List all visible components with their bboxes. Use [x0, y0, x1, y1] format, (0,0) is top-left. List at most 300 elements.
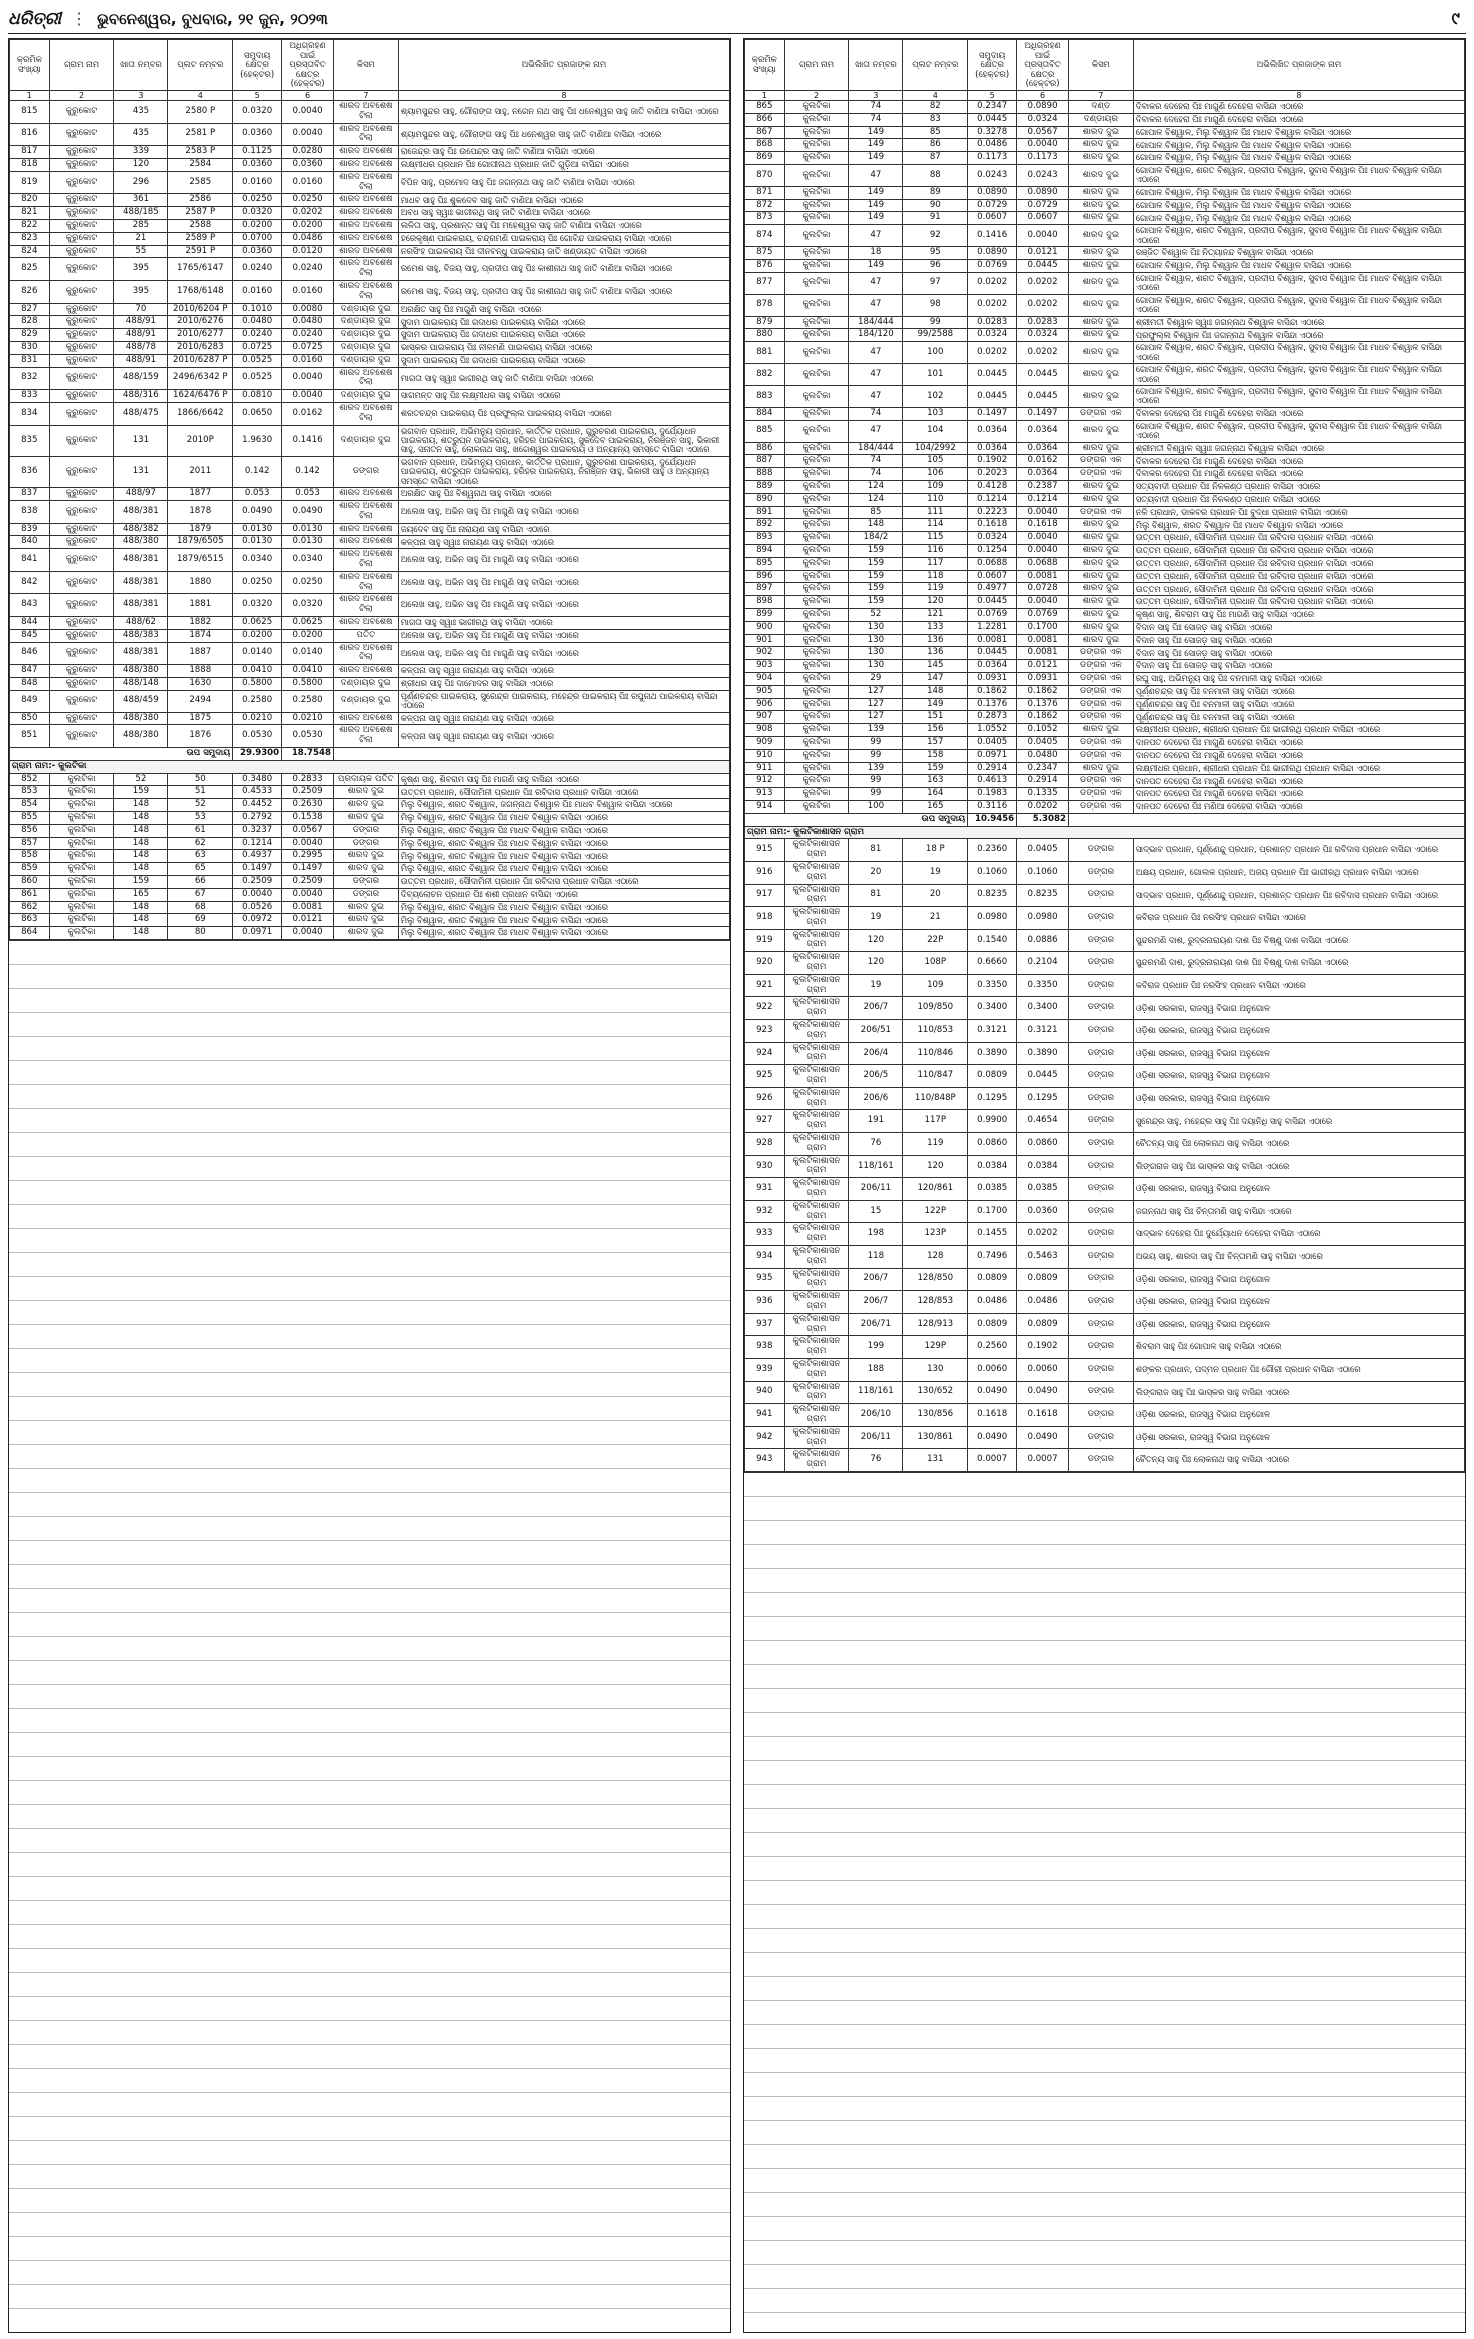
khata-number: 148: [114, 850, 168, 863]
village-name: କୁଲଟିକା: [784, 544, 849, 557]
owner-names: ଗୋପାଳ ବିଶ୍ୱାଳ, ଶରତ ବିଶ୍ୱାଳ, ପ୍ରଦୀପ ବିଶ୍ୱାଳ, ସୁବାସ ବିଶ୍ୱାଳ ପିଃ ମାଧବ ବିଶ୍ୱାଳ ବାସିନ୍ଦା ଏଠାରେ: [1133, 364, 1464, 386]
village-name: କୁଲଟିକାଶାସନ ଗ୍ରାମ: [784, 1020, 849, 1043]
header-village: ଗ୍ରାମ ନାମ: [784, 40, 849, 91]
acquired-area: 0.0486: [282, 232, 334, 245]
serial-number: 921: [745, 974, 785, 997]
owner-names: ସୁଦାମ ପାଇକରାୟ ପିଃ ଗଦାଧର ପାଇକରାୟ ବାସିନ୍ଦା ଏଠାରେ: [398, 329, 729, 342]
serial-number: 915: [745, 839, 785, 862]
total-area: 0.0160: [233, 171, 282, 194]
land-class: ଶାରଦ ଦୁଇ: [333, 799, 398, 812]
serial-number: 940: [745, 1381, 785, 1404]
land-class: ଶାରଦ ଅବଶେଷ: [333, 712, 398, 725]
land-class: ଶାରଦ ଅବଶେଷ ଟିଲା: [333, 280, 398, 303]
land-class: ଡଙ୍ଗର: [333, 837, 398, 850]
khata-number: 76: [849, 1133, 903, 1156]
table-row: [745, 139, 1465, 152]
serial-number: 876: [745, 259, 785, 272]
khata-number: 148: [114, 927, 168, 940]
khata-number: 139: [849, 762, 903, 775]
village-name: କୁଲଟିକା: [784, 493, 849, 506]
header-sl: କ୍ରମିକ ସଂଖ୍ୟା: [10, 40, 50, 91]
serial-number: 943: [745, 1449, 785, 1472]
serial-number: 864: [10, 927, 50, 940]
table-row: [745, 929, 1465, 952]
serial-number: 897: [745, 583, 785, 596]
plot-number: 2010P: [168, 425, 233, 456]
table-row: [745, 1404, 1465, 1427]
table-row: [745, 247, 1465, 260]
owner-names: ଗୋପାଳ ବିଶ୍ୱାଳ, ମିଲୁ ବିଶ୍ୱାଳ ପିଃ ମାଧବ ବିଶ୍ୱାଳ ବାସିନ୍ଦା ଏଠାରେ: [1133, 126, 1464, 139]
serial-number: 843: [10, 594, 50, 617]
acquired-area: 0.0688: [1017, 557, 1069, 570]
serial-number: 861: [10, 888, 50, 901]
acquired-area: 0.1376: [1017, 698, 1069, 711]
village-name: କୁଲଟିକା: [784, 364, 849, 386]
plot-number: 131: [903, 1449, 968, 1472]
owner-names: ମିଲୁ ବିଶ୍ୱାଳ, ଶରତ ବିଶ୍ୱାଳ ପିଃ ମାଧବ ବିଶ୍ୱାଳ ବାସିନ୍ଦା ଏଠାରେ: [398, 812, 729, 825]
khata-number: 488/380: [114, 725, 168, 748]
khata-number: 99: [849, 749, 903, 762]
plot-number: 121: [903, 608, 968, 621]
village-name: କୁଲଟିକା: [784, 596, 849, 609]
table-row: [745, 407, 1465, 420]
plot-number: 147: [903, 672, 968, 685]
table-row: [10, 194, 730, 207]
land-schedule-table-left: [9, 39, 730, 940]
total-area: 0.0769: [968, 608, 1017, 621]
khata-number: 184/120: [849, 329, 903, 342]
acquired-area: 0.1902: [1017, 1336, 1069, 1359]
khata-number: 488/91: [114, 354, 168, 367]
khata-number: 127: [849, 685, 903, 698]
land-class: ଡଙ୍ଗର: [1068, 1200, 1133, 1223]
plot-number: 108P: [903, 952, 968, 975]
village-name: କୁଲଟିକାଶାସନ ଗ୍ରାମ: [784, 1381, 849, 1404]
plot-number: 18 P: [903, 839, 968, 862]
table-row: [10, 488, 730, 501]
total-area: 0.0360: [233, 123, 282, 146]
land-class: ଡଙ୍ଗର: [1068, 1426, 1133, 1449]
village-name: କୁଲଟିକା: [49, 786, 114, 799]
village-name: କୁଲଟିକା: [784, 420, 849, 442]
village-name: କୁରୁକୋଟ: [49, 354, 114, 367]
land-class: ଶାରଦ ଦୁଇ: [1068, 212, 1133, 225]
khata-number: 159: [849, 570, 903, 583]
village-name: କୁଲଟିକା: [784, 259, 849, 272]
plot-number: 1765/6147: [168, 258, 233, 281]
village-name: କୁଲଟିକା: [784, 660, 849, 673]
owner-names: ଲକ୍ଷ୍ମୀଧର ପ୍ରଧାନ, ଶ୍ରୀଧର ପ୍ରଧାନ ପିଃ ଭାଗୀରଥି ପ୍ରଧାନ ବାସିନ୍ଦା ଏଠାରେ: [1133, 724, 1464, 737]
acquired-area: 0.0080: [282, 303, 334, 316]
village-name: କୁରୁକୋଟ: [49, 367, 114, 390]
khata-number: 206/5: [849, 1065, 903, 1088]
acquired-area: 0.0809: [1017, 1268, 1069, 1291]
village-name: କୁଲଟିକାଶାସନ ଗ୍ରାମ: [784, 1087, 849, 1110]
land-class: ଶାରଦ ଅବଶେଷ ଟିଲା: [333, 171, 398, 194]
village-name: କୁଲଟିକାଶାସନ ଗ୍ରାମ: [784, 974, 849, 997]
table-row: [745, 364, 1465, 386]
plot-number: 111: [903, 506, 968, 519]
table-row: [10, 642, 730, 665]
serial-number: 904: [745, 672, 785, 685]
plot-number: 110/848P: [903, 1087, 968, 1110]
acquired-area: 0.0202: [282, 207, 334, 220]
total-area: 0.0625: [233, 617, 282, 630]
serial-number: 942: [745, 1426, 785, 1449]
serial-number: 916: [745, 861, 785, 884]
total-area: 0.0445: [968, 596, 1017, 609]
khata-number: 488/185: [114, 207, 168, 220]
land-class: ଡଙ୍ଗର ଏକ: [1068, 711, 1133, 724]
serial-number: 936: [745, 1291, 785, 1314]
owner-names: ବିପିନ ସାହୁ, ପ୍ରମୋଦ ସାହୁ ପିଃ ଜଗନ୍ନାଥ ସାହୁ ଜାତି ବାଣିଆ ବାସିନ୍ଦା ଏଠାରେ: [398, 171, 729, 194]
acquired-area: 0.0530: [282, 725, 334, 748]
khata-number: 81: [849, 839, 903, 862]
village-name: କୁଲଟିକା: [784, 468, 849, 481]
khata-number: 435: [114, 101, 168, 124]
owner-names: ଦାନପତ ଦେହେରା ପିଃ ମାଗୁଣି ଦେହେରା ବାସିନ୍ଦା ଏଠାରେ: [1133, 749, 1464, 762]
table-row: [10, 316, 730, 329]
khata-number: 47: [849, 272, 903, 294]
land-class: ଡଙ୍ଗର: [1068, 1133, 1133, 1156]
total-area: 0.0340: [233, 549, 282, 572]
owner-names: ଦାନପତ ଦେହେରା ପିଃ ମାଗୁଣି ଦେହେରା ବାସିନ୍ଦା ଏଠାରେ: [1133, 775, 1464, 788]
village-name: କୁଲଟିକାଶାସନ ଗ୍ରାମ: [784, 1155, 849, 1178]
village-name: କୁରୁକୋଟ: [49, 536, 114, 549]
khata-number: 74: [849, 113, 903, 126]
table-row: [10, 799, 730, 812]
serial-number: 925: [745, 1065, 785, 1088]
plot-number: 92: [903, 225, 968, 247]
subtotal-blank: [1068, 813, 1464, 826]
owner-names: ଶରତଚନ୍ଦ୍ର ପାଇକରାୟ ପିଃ ପ୍ରଫୁଲ୍ଲ ପାଇକରାୟ ବାସିନ୍ଦା ଏଠାରେ: [398, 402, 729, 425]
acquired-area: 0.2509: [282, 786, 334, 799]
total-area: 0.0445: [968, 364, 1017, 386]
acquired-area: 0.0480: [282, 316, 334, 329]
table-row: [745, 1087, 1465, 1110]
owner-names: ଅକ୍ଷୟ ପ୍ରଧାନ, ଗୋଲକ ପ୍ରଧାନ, ଅଜୟ ପ୍ରଧାନ ପିଃ ଭାଗୀରଥି ପ୍ରଧାନ ବାସିନ୍ଦା ଏଠାରେ: [1133, 861, 1464, 884]
village-name: କୁରୁକୋଟ: [49, 146, 114, 159]
village-name: କୁଲଟିକାଶାସନ ଗ୍ରାମ: [784, 861, 849, 884]
plot-number: 149: [903, 698, 968, 711]
plot-number: 136: [903, 634, 968, 647]
plot-number: 129P: [903, 1336, 968, 1359]
village-name: କୁଲଟିକା: [49, 876, 114, 889]
table-row: [745, 212, 1465, 225]
serial-number: 917: [745, 884, 785, 907]
village-name: କୁଲଟିକାଶାସନ ଗ୍ରାମ: [784, 1268, 849, 1291]
total-area: 1.9630: [233, 425, 282, 456]
serial-number: 860: [10, 876, 50, 889]
village-name: କୁରୁକୋଟ: [49, 501, 114, 524]
table-row: [745, 294, 1465, 316]
owner-names: ଲଳିତା ସାହୁ, ପ୍ରଶାନ୍ତ ସାହୁ ପିଃ ମହେଶ୍ୱର ସାହୁ ଜାତି ବାଣିଆ ବାସିନ୍ଦା ଏଠାରେ: [398, 219, 729, 232]
owner-names: ଗୋପାଳ ବିଶ୍ୱାଳ, ଶରତ ବିଶ୍ୱାଳ, ପ୍ରଦୀପ ବିଶ୍ୱାଳ, ସୁବାସ ବିଶ୍ୱାଳ ପିଃ ମାଧବ ବିଶ୍ୱାଳ ବାସିନ୍ଦା ଏଠାରେ: [1133, 420, 1464, 442]
acquired-area: 0.0130: [282, 523, 334, 536]
serial-number: 833: [10, 390, 50, 403]
owner-names: ଓଡ଼ିଶା ସରକାର, ରାଜସ୍ୱ ବିଭାଗ ଅନୁଗୋଳ: [1133, 1178, 1464, 1201]
village-name: କୁଲଟିକା: [49, 863, 114, 876]
plot-number: 130/861: [903, 1426, 968, 1449]
plot-number: 86: [903, 139, 968, 152]
owner-names: ରଞ୍ଜିତ ବିଶ୍ୱାଳ ପିଃ ନିତ୍ୟାନନ୍ଦ ବିଶ୍ୱାଳ ବାସିନ୍ଦା ଏଠାରେ: [1133, 247, 1464, 260]
table-row: [745, 1449, 1465, 1472]
khata-number: 206/51: [849, 1020, 903, 1043]
total-area: 0.4977: [968, 583, 1017, 596]
plot-number: 115: [903, 532, 968, 545]
total-area: 0.0890: [968, 186, 1017, 199]
khata-number: 191: [849, 1110, 903, 1133]
owner-names: ସତ୍ୟବାଦୀ ପ୍ରଧାନ ପିଃ ନିଳକଣ୍ଠ ପ୍ରଧାନ ବାସିନ୍ଦା ଏଠାରେ: [1133, 493, 1464, 506]
land-class: ଶାରଦ ଦୁଇ: [1068, 481, 1133, 494]
khata-number: 435: [114, 123, 168, 146]
serial-number: 911: [745, 762, 785, 775]
khata-number: 188: [849, 1358, 903, 1381]
land-class: ଦଣ୍ଡାୟର ଦୁଇ: [333, 425, 398, 456]
land-class: ଶାରଦ ଦୁଇ: [1068, 724, 1133, 737]
total-area: 1.0552: [968, 724, 1017, 737]
acquired-area: 0.0980: [1017, 907, 1069, 930]
village-name: କୁଲଟିକାଶାସନ ଗ୍ରାମ: [784, 1133, 849, 1156]
total-area: 0.0324: [968, 329, 1017, 342]
table-row: [745, 660, 1465, 673]
acquired-area: 0.2387: [1017, 481, 1069, 494]
village-name: କୁଲଟିକାଶାସନ ଗ୍ରାମ: [784, 1404, 849, 1427]
khata-number: 395: [114, 280, 168, 303]
plot-number: 110/847: [903, 1065, 968, 1088]
serial-number: 865: [745, 101, 785, 114]
plot-number: 99: [903, 316, 968, 329]
khata-number: 159: [849, 596, 903, 609]
land-class: ଡଙ୍ଗର ଏକ: [1068, 749, 1133, 762]
table-row: [10, 207, 730, 220]
owner-names: ଓଡ଼ିଶା ସରକାର, ରାଜସ୍ୱ ବିଭାଗ ଅନୁଗୋଳ: [1133, 1426, 1464, 1449]
serial-number: 933: [745, 1223, 785, 1246]
total-area: 0.2792: [233, 812, 282, 825]
land-class: ଡଙ୍ଗର: [1068, 1381, 1133, 1404]
total-area: 0.1540: [968, 929, 1017, 952]
plot-number: 2584: [168, 158, 233, 171]
khata-number: 47: [849, 342, 903, 364]
serial-number: 908: [745, 724, 785, 737]
plot-number: 119: [903, 583, 968, 596]
serial-number: 820: [10, 194, 50, 207]
serial-number: 857: [10, 837, 50, 850]
village-name: କୁଲଟିକାଶାସନ ଗ୍ରାମ: [784, 839, 849, 862]
total-area: 0.2347: [968, 101, 1017, 114]
land-class: ଡଙ୍ଗର ଏକ: [1068, 660, 1133, 673]
serial-number: 866: [745, 113, 785, 126]
village-name: କୁଲଟିକାଶାସନ ଗ୍ରାମ: [784, 997, 849, 1020]
table-row: [10, 123, 730, 146]
table-row: [745, 800, 1465, 813]
plot-number: 2585: [168, 171, 233, 194]
village-name: କୁଲଟିକା: [784, 186, 849, 199]
serial-number: 849: [10, 690, 50, 712]
header-total-area: ସମୁଦାୟ କ୍ଷେତ୍ର (ହେକ୍ଟର): [968, 40, 1017, 91]
serial-number: 863: [10, 914, 50, 927]
owner-names: ଦିବାକର ଦେହେରା ପିଃ ମାଗୁଣି ଦେହେରା ବାସିନ୍ଦା ଏଠାରେ: [1133, 407, 1464, 420]
table-row: [745, 225, 1465, 247]
subtotal-label: ଉପ ସମୁଦାୟ: [10, 748, 233, 761]
land-class: ଶାରଦ ଦୁଇ: [1068, 126, 1133, 139]
acquired-area: 0.0360: [282, 158, 334, 171]
table-row: [745, 386, 1465, 408]
land-class: ଶାରଦ ଅବଶେଷ ଟିଲା: [333, 123, 398, 146]
total-area: 0.0200: [233, 629, 282, 642]
land-class: ଡଙ୍ଗର: [1068, 1313, 1133, 1336]
owner-names: ଅଲେଖ ସାହୁ, ଅଭିନ ସାହୁ ପିଃ ମାଗୁଣି ସାହୁ ବାସିନ୍ଦା ଏଠାରେ: [398, 642, 729, 665]
acquired-area: 0.0040: [282, 837, 334, 850]
khata-number: 488/78: [114, 341, 168, 354]
owner-names: ଅଲେଖ ସାହୁ, ଅଭିନ ସାହୁ ପିଃ ମାଗୁଣି ସାହୁ ବାସିନ୍ଦା ଏଠାରେ: [398, 594, 729, 617]
village-name: କୁରୁକୋଟ: [49, 101, 114, 124]
land-class: ଡଙ୍ଗର ଏକ: [1068, 647, 1133, 660]
plot-number: 66: [168, 876, 233, 889]
khata-number: 488/381: [114, 571, 168, 594]
plot-number: 65: [168, 863, 233, 876]
table-row: [745, 455, 1465, 468]
village-name: କୁରୁକୋଟ: [49, 329, 114, 342]
acquired-area: 0.0081: [1017, 570, 1069, 583]
land-class: ଡଙ୍ଗର: [1068, 1178, 1133, 1201]
land-class: ଶାରଦ ଦୁଇ: [1068, 493, 1133, 506]
serial-number: 898: [745, 596, 785, 609]
acquired-area: 0.8235: [1017, 884, 1069, 907]
owner-names: ମିଲୁ ବିଶ୍ୱାଳ, ଶରତ ବିଶ୍ୱାଳ ପିଃ ମାଧବ ବିଶ୍ୱାଳ ବାସିନ୍ଦା ଏଠାରେ: [398, 927, 729, 940]
table-row: [745, 113, 1465, 126]
serial-number: 838: [10, 501, 50, 524]
acquired-area: 0.0202: [1017, 272, 1069, 294]
land-class: ଦଣ୍ଡାୟର ଦୁଇ: [333, 690, 398, 712]
village-name: କୁଲଟିକା: [784, 455, 849, 468]
serial-number: 818: [10, 158, 50, 171]
table-row: [10, 850, 730, 863]
acquired-area: 0.0240: [282, 258, 334, 281]
owner-names: ବିଦାନ ସାହୁ ପିଃ ସୋଜଡ଼ ସାହୁ ବାସିନ୍ଦା ଏଠାରେ: [1133, 634, 1464, 647]
acquired-area: 0.0040: [1017, 506, 1069, 519]
village-name: କୁଲଟିକା: [784, 247, 849, 260]
serial-number: 928: [745, 1133, 785, 1156]
acquired-area: 0.0567: [282, 824, 334, 837]
total-area: 0.3121: [968, 1020, 1017, 1043]
khata-number: 206/10: [849, 1404, 903, 1427]
plot-number: 104/2992: [903, 442, 968, 455]
village-name: କୁଲଟିକାଶାସନ ଗ୍ରାମ: [784, 1223, 849, 1246]
khata-number: 148: [114, 824, 168, 837]
table-row: [10, 571, 730, 594]
acquired-area: 0.0445: [1017, 364, 1069, 386]
header-kisam: କିସମ: [333, 40, 398, 91]
owner-names: ଶ୍ରୀଧର ସାହୁ ପିଃ ଦାମୋଦର ସାହୁ ବାସିନ୍ଦା ଏଠାରେ: [398, 677, 729, 690]
serial-number: 826: [10, 280, 50, 303]
serial-number: 878: [745, 294, 785, 316]
plot-number: 61: [168, 824, 233, 837]
serial-number: 893: [745, 532, 785, 545]
land-class: ଶାରଦ ଦୁଇ: [1068, 442, 1133, 455]
village-name: କୁରୁକୋଟ: [49, 158, 114, 171]
table-row: [745, 152, 1465, 165]
owner-names: ଦାନପତ ଦେହେରା ପିଃ ମାଗୁଣି ଦେହେରା ବାସିନ୍ଦା ଏଠାରେ: [1133, 788, 1464, 801]
total-area: 0.0324: [968, 532, 1017, 545]
owner-names: ମିଲୁ ବିଶ୍ୱାଳ, ଶରତ ବିଶ୍ୱାଳ ପିଃ ମାଧବ ବିଶ୍ୱାଳ ବାସିନ୍ଦା ଏଠାରେ: [398, 914, 729, 927]
village-name: କୁଲଟିକା: [784, 139, 849, 152]
total-area: 0.7496: [968, 1246, 1017, 1269]
acquired-area: 0.1052: [1017, 724, 1069, 737]
table-row: [10, 773, 730, 786]
khata-number: 148: [114, 799, 168, 812]
land-class: ଡଙ୍ଗର ଏକ: [1068, 407, 1133, 420]
land-class: ଶାରଦ ଦୁଇ: [1068, 608, 1133, 621]
land-class: ଦଣ୍ଡାୟର ଦୁଇ: [333, 341, 398, 354]
header-column-number: 4: [903, 90, 968, 100]
table-row: [745, 736, 1465, 749]
land-class: ଶାରଦ ଅବଶେଷ: [333, 665, 398, 678]
table-row: [10, 303, 730, 316]
acquired-area: 0.0121: [1017, 660, 1069, 673]
plot-number: 1877: [168, 488, 233, 501]
village-name: କୁରୁକୋଟ: [49, 207, 114, 220]
total-area: 0.1700: [968, 1200, 1017, 1223]
serial-number: 938: [745, 1336, 785, 1359]
land-class: ଶାରଦ ଅବଶେଷ: [333, 536, 398, 549]
village-name: କୁଲଟିକା: [784, 152, 849, 165]
total-area: 0.3278: [968, 126, 1017, 139]
table-row: [745, 596, 1465, 609]
owner-names: ଉତ୍ତମ ପ୍ରଧାନ, ସୌଦାମିନୀ ପ୍ରଧାନ ପିଃ ରବିଦାସ ପ୍ରଧାନ ବାସିନ୍ଦା ଏଠାରେ: [398, 876, 729, 889]
serial-number: 899: [745, 608, 785, 621]
table-body: [745, 101, 1465, 1472]
acquired-area: 0.2630: [282, 799, 334, 812]
total-area: 0.1983: [968, 788, 1017, 801]
serial-number: 886: [745, 442, 785, 455]
village-name: କୁରୁକୋଟ: [49, 677, 114, 690]
village-name: କୁଲଟିକାଶାସନ ଗ୍ରାମ: [784, 884, 849, 907]
table-row: [745, 884, 1465, 907]
masthead: [8, 4, 1466, 34]
plot-number: 1881: [168, 594, 233, 617]
land-class: ଶାରଦ ଦୁଇ: [1068, 329, 1133, 342]
table-row: [10, 617, 730, 630]
land-class: ଦଣ୍ଡାୟର ଦୁଇ: [333, 354, 398, 367]
serial-number: 903: [745, 660, 785, 673]
land-class: ଶାରଦ ଦୁଇ: [1068, 596, 1133, 609]
total-area: 0.0320: [233, 594, 282, 617]
owner-names: ଭାସ୍କର ପାଇକରାୟ ପିଃ ନୀଳମଣି ପାଇକରାୟ ବାସିନ୍ଦା ଏଠାରେ: [398, 341, 729, 354]
plot-number: 85: [903, 126, 968, 139]
plot-number: 2586: [168, 194, 233, 207]
serial-number: 840: [10, 536, 50, 549]
plot-number: 158: [903, 749, 968, 762]
serial-number: 823: [10, 232, 50, 245]
village-name: କୁଲଟିକା: [784, 506, 849, 519]
khata-number: 206/7: [849, 1268, 903, 1291]
table-row: [10, 219, 730, 232]
serial-number: 858: [10, 850, 50, 863]
land-class: ଦଣ୍ଡ: [1068, 101, 1133, 114]
header-column-number: 7: [333, 90, 398, 100]
village-name: କୁଲଟିକା: [784, 749, 849, 762]
khata-number: 15: [849, 1200, 903, 1223]
serial-number: 912: [745, 775, 785, 788]
land-class: ଶାରଦ ଅବଶେଷ ଟିଲା: [333, 571, 398, 594]
land-class: ଶାରଦ ଦୁଇ: [1068, 152, 1133, 165]
owner-names: ବିଦାନ ସାହୁ ପିଃ ସୋଜଡ଼ ସାହୁ ବାସିନ୍ଦା ଏଠାରେ: [1133, 660, 1464, 673]
owner-names: ଓଡ଼ିଶା ସରକାର, ରାଜସ୍ୱ ବିଭାଗ ଅନୁଗୋଳ: [1133, 997, 1464, 1020]
land-class: ଶାରଦ ଅବଶେଷ: [333, 617, 398, 630]
owner-names: ପ୍ରଫୁଲ୍ଲ ବିଶ୍ୱାଳ ପିଃ ଜଗନ୍ନାଥ ବିଶ୍ୱାଳ ବାସିନ୍ଦା ଏଠାରେ: [1133, 329, 1464, 342]
land-class: ଡଙ୍ଗର: [1068, 1358, 1133, 1381]
